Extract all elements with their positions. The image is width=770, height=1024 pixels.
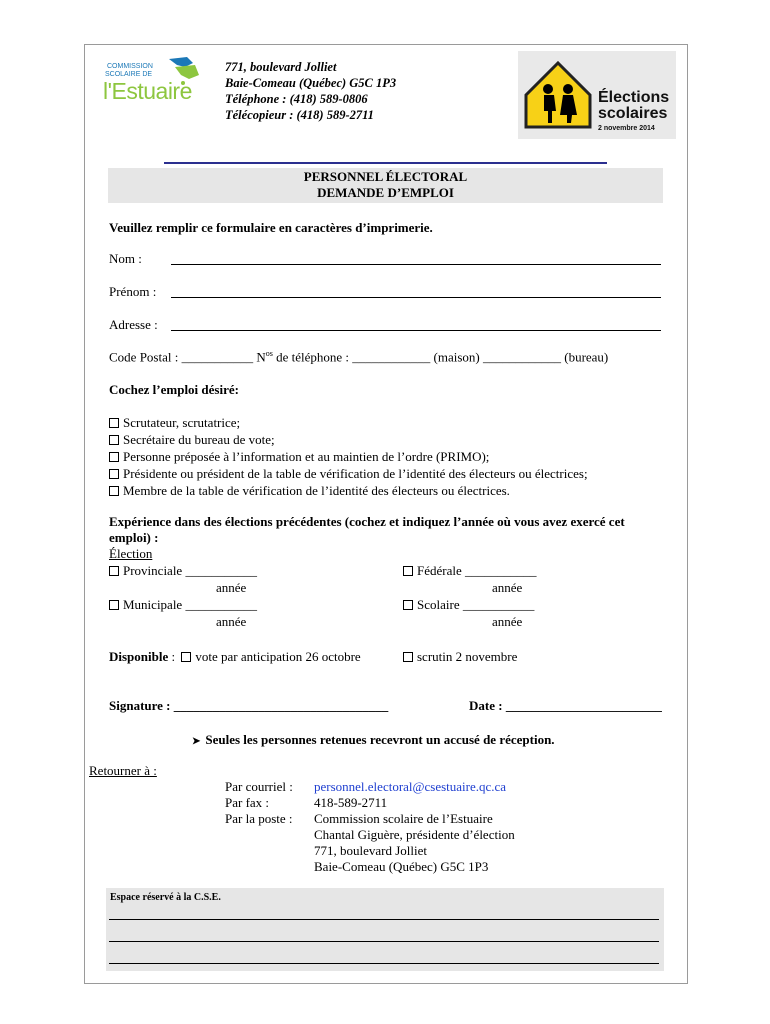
federale-annee: année <box>492 580 523 595</box>
title-rule <box>164 162 607 164</box>
scolaire-option[interactable]: Scolaire ___________ <box>403 597 534 613</box>
title-box <box>108 168 663 203</box>
checkbox-anticipation[interactable] <box>181 652 191 662</box>
provinciale-option[interactable]: Provinciale ___________ <box>109 563 257 579</box>
address-phone: Téléphone : (418) 589-0806 <box>225 92 368 106</box>
adresse-field[interactable] <box>171 330 661 331</box>
election-label: Élection <box>109 546 153 561</box>
nos-superscript: os <box>265 349 273 358</box>
badge-title-2: scolaires <box>598 105 668 122</box>
emploi-option-primo[interactable]: Personne préposée à l’information et au maintien de l’ordre (PRIMO); <box>109 448 588 465</box>
note: ➤ Seules les personnes retenues recevront un accusé de réception. <box>192 732 555 747</box>
municipale-option[interactable]: Municipale ___________ <box>109 597 257 613</box>
address-city: Baie-Comeau (Québec) G5C 1P3 <box>225 76 397 90</box>
emploi-option-scrutateur[interactable]: Scrutateur, scrutatrice; <box>109 414 588 431</box>
checkbox[interactable] <box>403 652 413 662</box>
emploi-heading: Cochez l’emploi désiré: <box>109 382 239 397</box>
title-line2: DEMANDE D’EMPLOI <box>317 185 454 200</box>
emploi-options <box>109 414 588 499</box>
address-street: 771, boulevard Jolliet <box>225 60 337 74</box>
form-page <box>84 44 688 984</box>
badge-title-1: Élections <box>598 89 670 106</box>
adresse-label: Adresse : <box>109 317 158 332</box>
prenom-field[interactable] <box>171 297 661 298</box>
school-crossing-sign-icon <box>522 59 594 131</box>
checkbox[interactable] <box>109 435 119 445</box>
nom-label: Nom : <box>109 251 142 266</box>
retour-label: Retourner à : <box>89 763 157 778</box>
arrow-bullet-icon: ➤ <box>192 736 201 747</box>
fax-value: 418-589-2711 <box>314 795 388 810</box>
date-field[interactable]: Date : ________________________ <box>469 698 662 713</box>
federale-option[interactable]: Fédérale ___________ <box>403 563 537 579</box>
reserve-line-1[interactable] <box>109 919 659 920</box>
courriel-label: Par courriel : <box>225 779 293 794</box>
code-postal-label: Code Postal : ___________ N <box>109 349 266 365</box>
scrutin-option[interactable]: scrutin 2 novembre <box>403 649 517 665</box>
municipale-annee: année <box>216 614 247 629</box>
nom-field[interactable] <box>171 264 661 265</box>
disponible-row: Disponible : vote par anticipation 26 octobre <box>109 649 361 664</box>
experience-heading: Expérience dans des élections précédentes (cochez et indiquez l’année où vous avez exercé cet emploi) : <box>109 514 625 545</box>
signature-field[interactable]: Signature : _________________________________ <box>109 698 389 713</box>
checkbox[interactable] <box>109 469 119 479</box>
emploi-option-secretaire[interactable]: Secrétaire du bureau de vote; <box>109 431 588 448</box>
logo-line3: l'Estuaire <box>103 78 192 104</box>
checkbox[interactable] <box>109 600 119 610</box>
checkbox[interactable] <box>403 600 413 610</box>
poste-label: Par la poste : <box>225 811 293 826</box>
reserve-label: Espace réservé à la C.S.E. <box>110 892 221 903</box>
prenom-label: Prénom : <box>109 284 157 299</box>
checkbox[interactable] <box>109 566 119 576</box>
address-block <box>225 59 396 123</box>
badge-date: 2 novembre 2014 <box>598 125 655 132</box>
courriel-link[interactable]: personnel.electoral@csestuaire.qc.ca <box>314 779 507 794</box>
scolaire-annee: année <box>492 614 523 629</box>
retour-methods <box>225 779 293 827</box>
checkbox[interactable] <box>109 486 119 496</box>
checkbox[interactable] <box>403 566 413 576</box>
emploi-option-membre[interactable]: Membre de la table de vérification de l’identité des électeurs ou électrices. <box>109 482 588 499</box>
poste-line-4: Baie-Comeau (Québec) G5C 1P3 <box>314 859 489 874</box>
checkbox[interactable] <box>109 452 119 462</box>
retour-values <box>314 779 515 875</box>
logo-line2: SCOLAIRE DE <box>105 71 153 78</box>
commission-logo <box>101 53 205 109</box>
disponible-label: Disponible <box>109 649 169 664</box>
reserve-line-3[interactable] <box>109 963 659 964</box>
poste-line-1: Commission scolaire de l’Estuaire <box>314 811 493 826</box>
address-fax: Télécopieur : (418) 589-2711 <box>225 108 374 122</box>
reserve-line-2[interactable] <box>109 941 659 942</box>
instruction: Veuillez remplir ce formulaire en caractères d’imprimerie. <box>109 220 433 235</box>
reserve-box <box>106 888 664 971</box>
poste-line-2: Chantal Giguère, présidente d’élection <box>314 827 515 842</box>
checkbox[interactable] <box>109 418 119 428</box>
provinciale-annee: année <box>216 580 247 595</box>
fax-label: Par fax : <box>225 795 270 810</box>
poste-line-3: 771, boulevard Jolliet <box>314 843 428 858</box>
anticipation-label: vote par anticipation 26 octobre <box>195 649 361 664</box>
emploi-option-presidente[interactable]: Présidente ou président de la table de vérification de l’identité des électeurs ou électrices; <box>109 465 588 482</box>
code-postal-telephone-line[interactable] <box>109 349 608 365</box>
elections-badge <box>518 51 676 139</box>
telephone-label: de téléphone : ____________ (maison) ____________ (bureau) <box>272 349 609 365</box>
title-line1: PERSONNEL ÉLECTORAL <box>303 169 468 184</box>
logo-line1: COMMISSION <box>107 63 153 70</box>
